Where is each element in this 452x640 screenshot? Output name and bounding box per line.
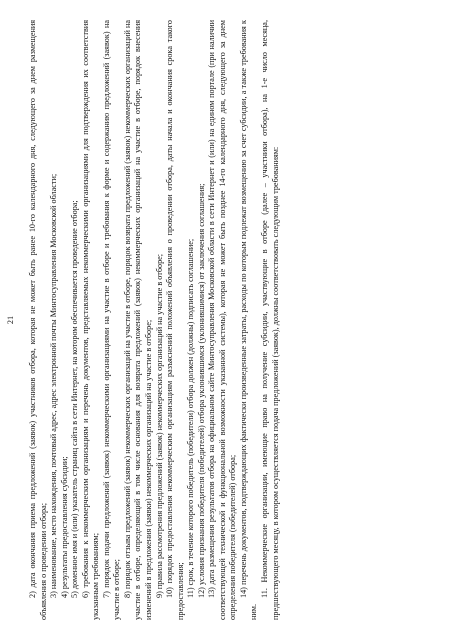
document-body: [28, 20, 281, 620]
paragraph-item-4: 4) результаты предоставления субсидии;: [59, 456, 69, 598]
paragraph-item-14: 14) перечень документов, подтверждающих фактически произведенные затраты, расходы по которым подлежат возмещению за счет субсидии, а также требования к ним.: [238, 20, 259, 620]
paragraph-item-9: 9) правила рассмотрения предложений (заявок) некоммерческих организаций на участие в отборе;: [154, 253, 164, 598]
paragraph-item-7: 7) порядок подачи предложений (заявок) некоммерческими организациями на участие в отборе и требования к форме и содержанию предложений (заявок) на участие в отборе;: [101, 20, 122, 620]
paragraph-item-6: 6) требования к некоммерческим организациям и перечень документов, представляемых некоммерческими организациями для подтверждения их соответствия указанным требованиям;: [80, 20, 101, 620]
rotated-page-content: [6, 20, 423, 620]
paragraph-item-2: 2) дата окончания приема предложений (заявок) участников отбора, которая не может быть ранее 10-го календарного дня, следующего за днем размещения объявления о проведении отбора;: [28, 20, 48, 620]
paragraph-item-11: 11) срок, в течение которого победитель (победители) отбора должен (должны) подписать соглашение;: [186, 238, 196, 598]
paragraph-item-10: 10) порядок предоставления некоммерческим организациям разъяснений положений объявления о проведении отбора, даты начала и окончания срока такого предоставления;: [165, 20, 185, 620]
paragraph-item-13: 13) дата размещения результатов отбора на официальном сайте Минтосуправления Московской области в сети Интернет и (или) на едином портале (при наличии соответствующей технической и функциональной возможности указанной системы), которая не может быть позднее 14-го календарного дня, следующего за днем определения победителя (победителей) отбора;: [207, 20, 238, 620]
paragraph-item-3: 3) наименование, место нахождения, почтовый адрес, адрес электронной почты Минтосуправления Московской области;: [49, 173, 59, 598]
paragraph-item-8: 8) порядок отзыва предложений (заявок) некоммерческих организаций на участие в отборе, порядок возврата предложений (заявок) некоммерческих организаций на участие в отборе, определяющий в том числе основания для возврата предложений (заявок) некоммерческих организаций на участие в отборе, порядок внесения изменений в предложения (заявки) некоммерческих организаций на участие в отборе;: [122, 20, 154, 620]
paragraph-section-11: 11. Некоммерческие организации, имеющие право на получение субсидии, участвующие в отборе (далее – участники отбора), на 1-е число месяца, предшествующего месяцу, в котором осуществляется подача предложений (заявок), должны соответствовать следующим требованиям:: [260, 20, 280, 620]
paragraph-item-12: 12) условия признания победителя (победителей) отбора уклонившимся (уклонившимися) от заключения соглашения;: [196, 183, 206, 598]
page-number: 21: [6, 315, 15, 325]
paragraph-item-5: 5) доменное имя и (или) указатель страниц сайта в сети Интернет, на котором обеспечивается проведение отбора;: [70, 200, 80, 598]
